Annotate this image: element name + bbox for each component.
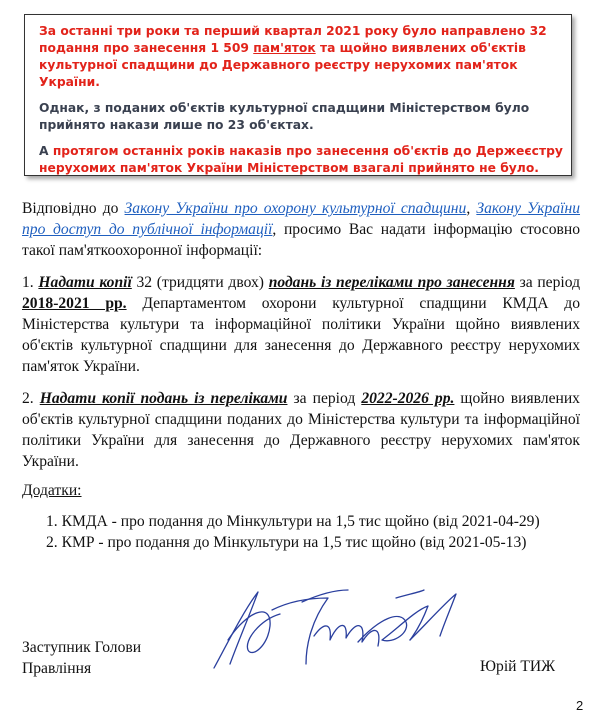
callout-paragraph-3: А протягом останніх років наказів про занесення об'єктів до Держеєстру нерухомих пам'яток України Міністерством взагалі прийнято не було.: [39, 144, 563, 175]
signatory-name: Юрій ТИЖ: [480, 658, 556, 675]
callout-paragraph-1: За останні три роки та перший квартал 2021 року було направлено 32 подання про занесення 1 509 пам'яток та щойно виявлених об'єктів культурної спадщини до Державного реєстру нерухомих пам'яток України.: [39, 24, 547, 89]
page-number: 2: [576, 698, 584, 713]
attachment-item: 2. КМР - про подання до Мінкультури на 1,5 тис щойно (від 2021-05-13): [46, 534, 527, 551]
callout-paragraph-2: Однак, з поданих об'єктів культурної спадщини Міністерством було прийнято накази лише по 23 об'єктах.: [39, 101, 530, 132]
signatory-title: Заступник Голови Правління: [22, 639, 142, 677]
intro-paragraph: Відповідно до Закону України про охорону культурної спадщини, Закону України про доступ до публічної інформації, просимо Вас надати інформацію стосовно такої пам'яткоохоронної інформації:: [22, 200, 581, 259]
request-item-1: 1. Надати копії 32 (тридцяти двох) подань із переліками про занесення за період 2018-2021 рр. Департаментом охорони культурної спадщини КМДА до Міністерства культури та інформаційної політики України щойно виявлених об'єктів культурної спадщини для занесення до Державного реєстру нерухомих пам'яток України.: [22, 274, 581, 375]
highlight-callout-box: [24, 14, 572, 176]
attachments-title: Додатки:: [22, 482, 82, 499]
letter-body: [22, 198, 580, 483]
attachments-list: [46, 511, 540, 553]
attachment-item: 1. КМДА - про подання до Мінкультури на 1,5 тис щойно (від 2021-04-29): [46, 513, 540, 530]
handwritten-signature: [210, 580, 478, 678]
law-link-cultural-heritage[interactable]: Закону України про охорону культурної спадщини: [124, 200, 467, 217]
request-item-2: 2. Надати копії подань із переліками за період 2022-2026 рр. щойно виявлених об'єктів культурної спадщини поданих до Міністерства культури та інформаційної політики України для занесення до Державного реєстру нерухомих пам'яток України.: [22, 390, 580, 470]
law-link-public-information[interactable]: Закону України про доступ до публічної інформації: [22, 200, 581, 238]
